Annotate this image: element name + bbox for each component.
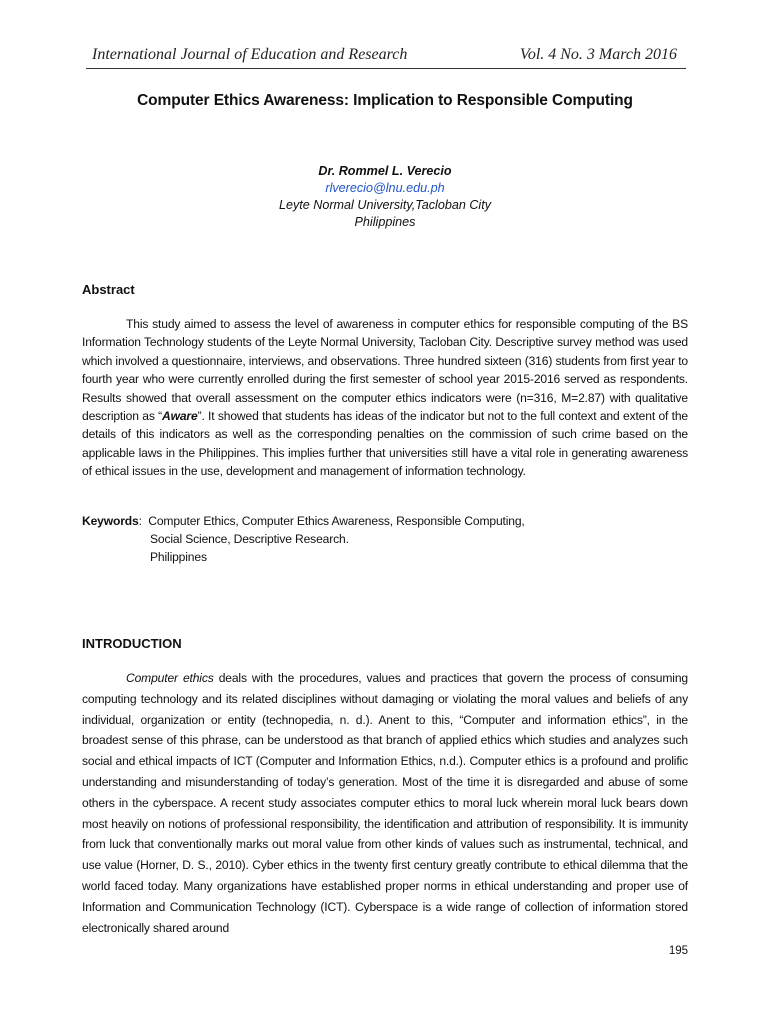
abstract-paragraph [82, 315, 688, 481]
author-affiliation: Leyte Normal University,Tacloban City [278, 198, 492, 212]
keywords-label: Keywords [82, 514, 139, 528]
abstract-text-end: ”. It showed that students has ideas of the indicator but not to the full context and extent of the details of this indicators as well as the corresponding penalties on the commission of such crime based on the applicable laws in the Philippines. This implies further that universities still have a vital role in generating awareness of ethical issues in the use, development and management of information technology. [82, 409, 688, 479]
journal-name: International Journal of Education and Research [92, 46, 408, 63]
abstract-emphasis: Aware [162, 409, 198, 424]
introduction-term: Computer ethics [126, 671, 214, 685]
author-email-link[interactable]: rlverecio@lnu.edu.ph [325, 181, 445, 195]
introduction-heading: INTRODUCTION [82, 636, 182, 651]
keywords-line-2: Social Science, Descriptive Research. [150, 532, 349, 546]
paper-title: Computer Ethics Awareness: Implication to Responsible Computing [137, 92, 633, 109]
keywords-line-1: Computer Ethics, Computer Ethics Awareness, Responsible Computing, [148, 514, 525, 528]
header-divider [86, 68, 686, 69]
volume-issue: Vol. 4 No. 3 March 2016 [519, 46, 677, 63]
author-name: Dr. Rommel L. Verecio [318, 164, 452, 178]
introduction-text: deals with the procedures, values and practices that govern the process of consuming computing technology and its related disciplines without damaging or violating the moral values and beliefs of any individual, organization or entity (technopedia, n. d.). Anent to this, “Computer and information ethics”, in the broadest sense of this phrase, can be understood as that branch of applied ethics which studies and analyzes such social and ethical impacts of ICT (Computer and Information Ethics, n.d.). Computer ethics is a profound and prolific understanding and misunderstanding of today’s generation. Most of the time it is disregarded and abuse of some others in the cyberspace. A recent study associates computer ethics to moral luck wherein moral luck bears down most heavily on notions of professional responsibility, the identification and attribution of responsibility. It is immunity from luck that conventionally marks out moral value from other kinds of values such as instrumental, technical, and use value (Horner, D. S., 2010). Cyber ethics in the twenty first century greatly contribute to ethical dilemma that the world faced today. Many organizations have established proper norms in ethical understanding and proper use of Information and Communication Technology (ICT). Cyberspace is a wide range of collection of information stored electronically shared around [82, 671, 688, 935]
abstract-heading: Abstract [82, 282, 135, 297]
author-block [0, 163, 770, 231]
keywords-line-3: Philippines [150, 550, 207, 564]
running-header [92, 44, 677, 68]
abstract-text-start: This study aimed to assess the level of awareness in computer ethics for responsible computing of the BS Information Technology students of the Leyte Normal University, Tacloban City. Descriptive survey method was used which involved a questionnaire, interviews, and observations. Three hundred sixteen (316) students from first year to fourth year who were currently enrolled during the first semester of school year 2015-2016 served as respondents. Results showed that overall assessment on the computer ethics indicators were (n=316, M=2.87) with qualitative description as “ [82, 317, 688, 424]
page-number: 195 [668, 945, 688, 957]
keywords-block: Keywords: Computer Ethics, Computer Ethics Awareness, Responsible Computing, Social Science, Descriptive Research. Philippines [82, 512, 688, 566]
introduction-paragraph [82, 668, 688, 938]
author-country: Philippines [354, 215, 416, 229]
